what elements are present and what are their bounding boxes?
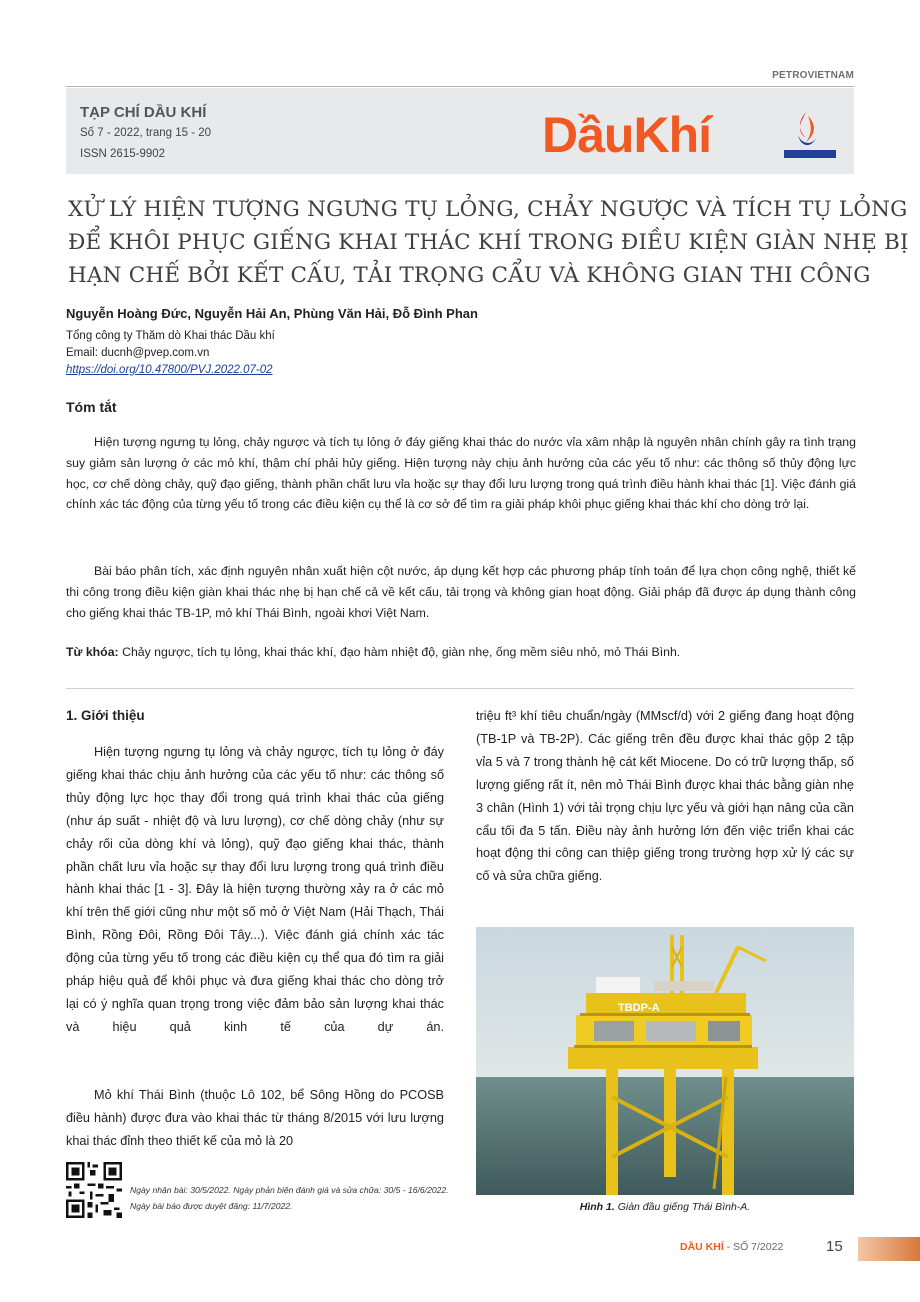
footer-accent-bar <box>858 1237 920 1261</box>
title-line-1: XỬ LÝ HIỆN TƯỢNG NGƯNG TỤ LỎNG, CHẢY NGƯỢC VÀ TÍCH TỤ LỎNG <box>68 197 908 222</box>
abstract-p1-text: Hiện tượng ngưng tụ lỏng, chảy ngược và tích tụ lỏng ở đáy giếng khai thác do nước vỉa xâm nhập là nguyên nhân chính gây ra tình trạng suy giảm sản lượng ở các mỏ khí, thậm chí phải hủy giếng. Hiện tượng này chịu ảnh hưởng của các yếu tố như: các thông số thủy động lực học, cơ chế dòng chảy, quỹ đạo giếng, thành phần chất lưu vỉa hoặc sự thay đổi lưu lượng trong quá trình điều hành khai thác [1]. Việc đánh giá chính xác tác động của từng yếu tố trong các điều kiện cụ thể là cơ sở để tìm ra giải pháp khôi phục giếng khai thác khí cho dòng trở lại. <box>66 435 856 512</box>
title-line-2: ĐỂ KHÔI PHỤC GIẾNG KHAI THÁC KHÍ TRONG ĐIỀU KIỆN GIÀN NHẸ BỊ <box>68 230 909 255</box>
footer-issue: - SỐ 7/2022 <box>723 1241 784 1253</box>
platform-label: TBDP-A <box>618 1002 660 1014</box>
abstract-heading: Tóm tắt <box>66 399 117 415</box>
issue-line: Số 7 - 2022, trang 15 - 20 <box>80 127 212 139</box>
doi-link[interactable]: https://doi.org/10.47800/PVJ.2022.07-02 <box>66 364 273 376</box>
qr-code <box>66 1162 122 1218</box>
platform-photo <box>476 927 854 1195</box>
article-title <box>68 193 909 292</box>
petrovietnam-flame-icon <box>778 108 842 162</box>
section1-p2-text: Mỏ khí Thái Bình (thuộc Lô 102, bể Sông Hồng do PCOSB điều hành) được đưa vào khai thác từ tháng 8/2015 với lưu lượng khai thác đỉnh theo thiết kế của mỏ là 20 <box>66 1088 444 1148</box>
page-number: 15 <box>826 1238 843 1255</box>
affiliation: Tổng công ty Thăm dò Khai thác Dầu khí <box>66 330 275 342</box>
footer-journal <box>680 1241 783 1253</box>
keywords <box>66 645 856 659</box>
section1-paragraph-1 <box>66 741 444 1039</box>
abstract-paragraph-2 <box>66 561 856 623</box>
abstract-p2-text: Bài báo phân tích, xác định nguyên nhân xuất hiện cột nước, áp dụng kết hợp các phương pháp tính toán để lựa chọn công nghệ, thiết kế thi công trong điều kiện giàn khai thác nhẹ bị hạn chế cả về kết cấu, tải trọng và không gian hoạt động. Giải pháp đã được áp dụng thành công cho giếng khai thác TB-1P, mỏ khí Thái Bình, ngoài khơi Việt Nam. <box>66 564 856 620</box>
section1-paragraph-2 <box>66 1084 444 1153</box>
issn-line: ISSN 2615-9902 <box>80 148 166 160</box>
title-line-3: HẠN CHẾ BỞI KẾT CẤU, TẢI TRỌNG CẨU VÀ KHÔNG GIAN THI CÔNG <box>68 263 871 288</box>
caption-text: Giàn đầu giếng Thái Bình-A. <box>617 1201 751 1213</box>
keywords-text: Chảy ngược, tích tụ lỏng, khai thác khí, đạo hàm nhiệt độ, giàn nhẹ, ống mềm siêu nhỏ, mỏ Thái Bình. <box>122 645 681 659</box>
received-date-line-1: Ngày nhận bài: 30/5/2022. Ngày phản biện đánh giá và sửa chữa: 30/5 - 16/6/2022. <box>130 1185 449 1195</box>
footer-journal-name: DẦU KHÍ <box>680 1241 724 1253</box>
section-heading: 1. Giới thiệu <box>66 708 145 723</box>
top-brand-label: PETROVIETNAM <box>772 70 854 81</box>
abstract-divider <box>66 688 854 689</box>
authors: Nguyễn Hoàng Đức, Nguyễn Hải An, Phùng Văn Hải, Đỗ Đình Phan <box>66 306 478 321</box>
email: Email: ducnh@pvep.com.vn <box>66 347 210 359</box>
caption-label: Hình 1. <box>579 1201 615 1213</box>
abstract-paragraph-1 <box>66 432 856 515</box>
top-rule <box>66 86 854 87</box>
received-date-line-2: Ngày bài báo được duyệt đăng: 11/7/2022. <box>130 1201 293 1211</box>
journal-name: TẠP CHÍ DẦU KHÍ <box>80 104 207 121</box>
keywords-label: Từ khóa: <box>66 645 119 659</box>
figure-caption <box>476 1201 854 1213</box>
section1-p1-text: Hiện tượng ngưng tụ lỏng và chảy ngược, tích tụ lỏng ở đáy giếng khai thác chịu ảnh hưởng của các yếu tố như: các thông số thủy động lực học thay đổi trong quá trình khai thác của giếng (như áp suất - nhiệt độ và lưu lượng), cơ chế dòng chảy (như sự chảy rối của dòng khí và lỏng), quỹ đạo giếng khai thác, thành phần chất lưu vỉa hoặc sự thay đổi lưu lượng trong quá trình điều hành khai thác [1 - 3]. Đây là hiện tượng thường xảy ra ở các mỏ khí trên thế giới cũng như một số mỏ ở Việt Nam (Hải Thạch, Thái Bình, Rồng Đôi, Rồng Đôi Tây...). Việc đánh giá chính xác tác động của từng yếu tố trong các điều kiện cụ thể qua đó tìm ra giải pháp hiệu quả để khôi phục và đưa giếng khai thác cho dòng trở lại có ý nghĩa quan trọng trong việc đảm bảo sản lượng khai thác và hiệu quả kinh tế của dự án. <box>66 745 444 1034</box>
dau-khi-logo: DầuKhí <box>542 107 711 163</box>
section1-paragraph-3: triệu ft³ khí tiêu chuẩn/ngày (MMscf/d) với 2 giếng đang hoạt động (TB-1P và TB-2P). Các giếng trên đều được khai thác gộp 2 tập vỉa 5 và 7 trong thành hệ cát kết Miocene. Do có trữ lượng thấp, số lượng giếng rất ít, nên mỏ Thái Bình được khai thác bằng giàn nhẹ 3 chân (Hình 1) với tải trọng chịu lực yếu và giới hạn nâng của cần cẩu tối đa 5 tấn. Điều này ảnh hưởng lớn đến việc triển khai các hoạt động thi công can thiệp giếng trong trường hợp xử lý các sự cố và sửa chữa giếng. <box>476 709 854 884</box>
